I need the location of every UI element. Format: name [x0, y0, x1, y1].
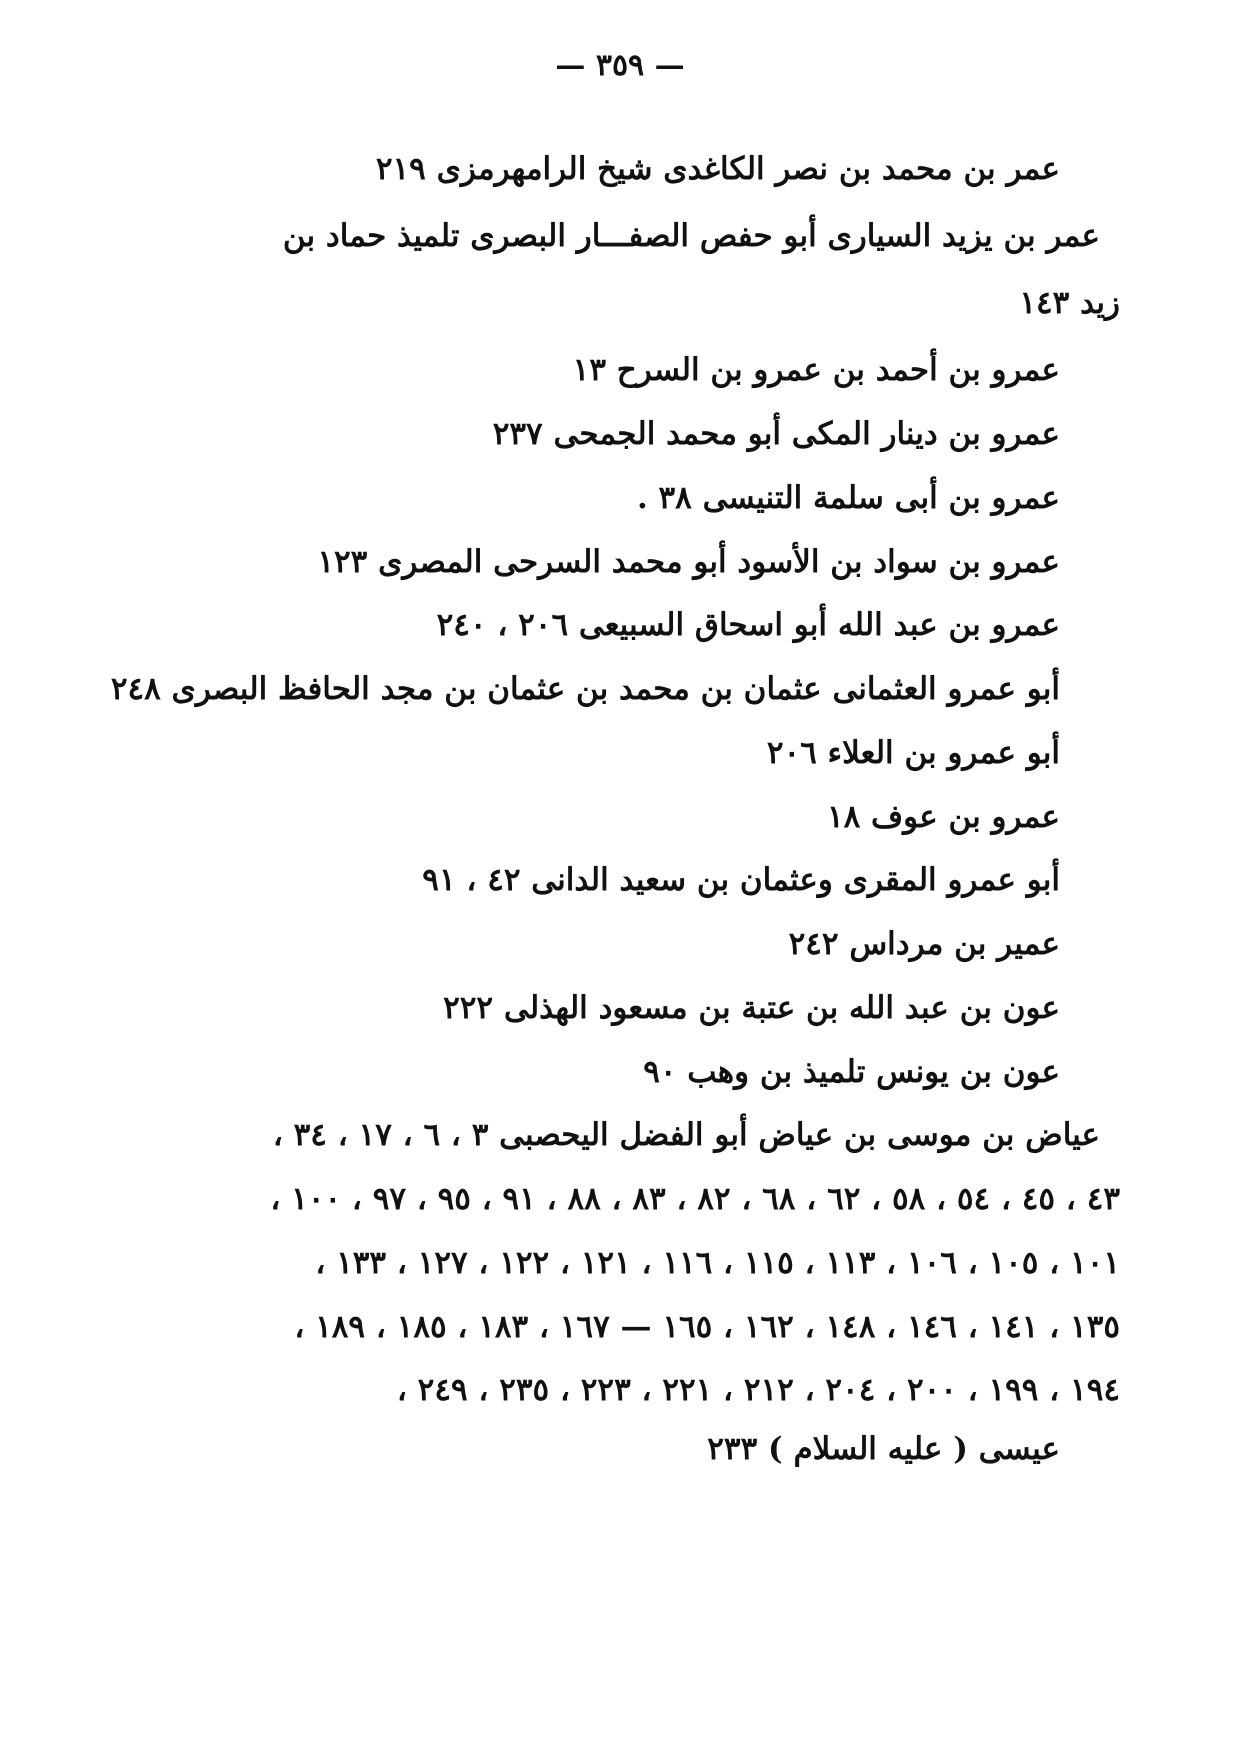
page-number: — ٣٥٩ — — [555, 48, 685, 83]
index-list — [110, 150, 1120, 1467]
index-entry: عمر بن محمد بن نصر الكاغدى شيخ الرامهرمزى ٢١٩ — [375, 151, 1060, 187]
index-entry: عمرو بن عوف ١٨ — [826, 798, 1060, 835]
index-entry: أبو عمرو العثمانى عثمان بن محمد بن عثمان بن مجد الحافظ البصرى ٢٤٨ — [110, 671, 1060, 707]
index-entry: عون بن عبد الله بن عتبة بن مسعود الهذلى ٢٢٢ — [443, 989, 1060, 1026]
index-entry: عمرو بن عبد الله أبو اسحاق السبيعى ٢٠٦ ، ٢٤٠ — [436, 607, 1060, 644]
index-entry: عياض بن موسى بن عياض أبو الفضل اليحصبى ٣ ، ٦ ، ١٧ ، ٣٤ ، — [272, 1117, 1100, 1154]
index-entry: عون بن يونس تلميذ بن وهب ٩٠ — [643, 1053, 1060, 1090]
index-entry: عمر بن يزيد السيارى أبو حفص الصفـــار البصرى تلميذ حماد بن — [282, 217, 1100, 254]
index-entry: عمرو بن أحمد بن عمرو بن السرح ١٣ — [572, 352, 1060, 389]
index-entry-continuation: زيد ١٤٣ — [1019, 284, 1120, 321]
index-entry: عمير بن مرداس ٢٤٢ — [788, 926, 1060, 962]
index-entry: عمرو بن سواد بن الأسود أبو محمد السرحى المصرى ١٢٣ — [317, 543, 1060, 580]
index-entry: عمرو بن أبى سلمة التنيسى ٣٨ . — [636, 479, 1060, 516]
index-entry: عيسى ( عليه السلام ) ٢٣٣ — [707, 1431, 1060, 1467]
index-entry-continuation: ١٩٤ ، ١٩٩ ، ٢٠٠ ، ٢٠٤ ، ٢١٢ ، ٢٢١ ، ٢٢٣ ، ٢٣٥ ، ٢٤٩ ، — [396, 1372, 1120, 1409]
index-entry: أبو عمرو بن العلاء ٢٠٦ — [766, 734, 1060, 771]
index-entry: عمرو بن دينار المكى أبو محمد الجمحى ٢٣٧ — [492, 416, 1060, 452]
index-entry: أبو عمرو المقرى وعثمان بن سعيد الدانى ٤٢ ، ٩١ — [422, 862, 1060, 899]
index-entry-continuation: ١٠١ ، ١٠٥ ، ١٠٦ ، ١١٣ ، ١١٥ ، ١١٦ ، ١٢١ ، ١٢٢ ، ١٢٧ ، ١٣٣ ، — [315, 1244, 1120, 1281]
index-entry-continuation: ١٣٥ ، ١٤١ ، ١٤٦ ، ١٤٨ ، ١٦٢ ، ١٦٥ — ١٦٧ ، ١٨٣ ، ١٨٥ ، ١٨٩ ، — [294, 1308, 1120, 1345]
index-entry-continuation: ٤٣ ، ٤٥ ، ٥٤ ، ٥٨ ، ٦٢ ، ٦٨ ، ٨٢ ، ٨٣ ، ٨٨ ، ٩١ ، ٩٥ ، ٩٧ ، ١٠٠ ، — [270, 1181, 1120, 1217]
